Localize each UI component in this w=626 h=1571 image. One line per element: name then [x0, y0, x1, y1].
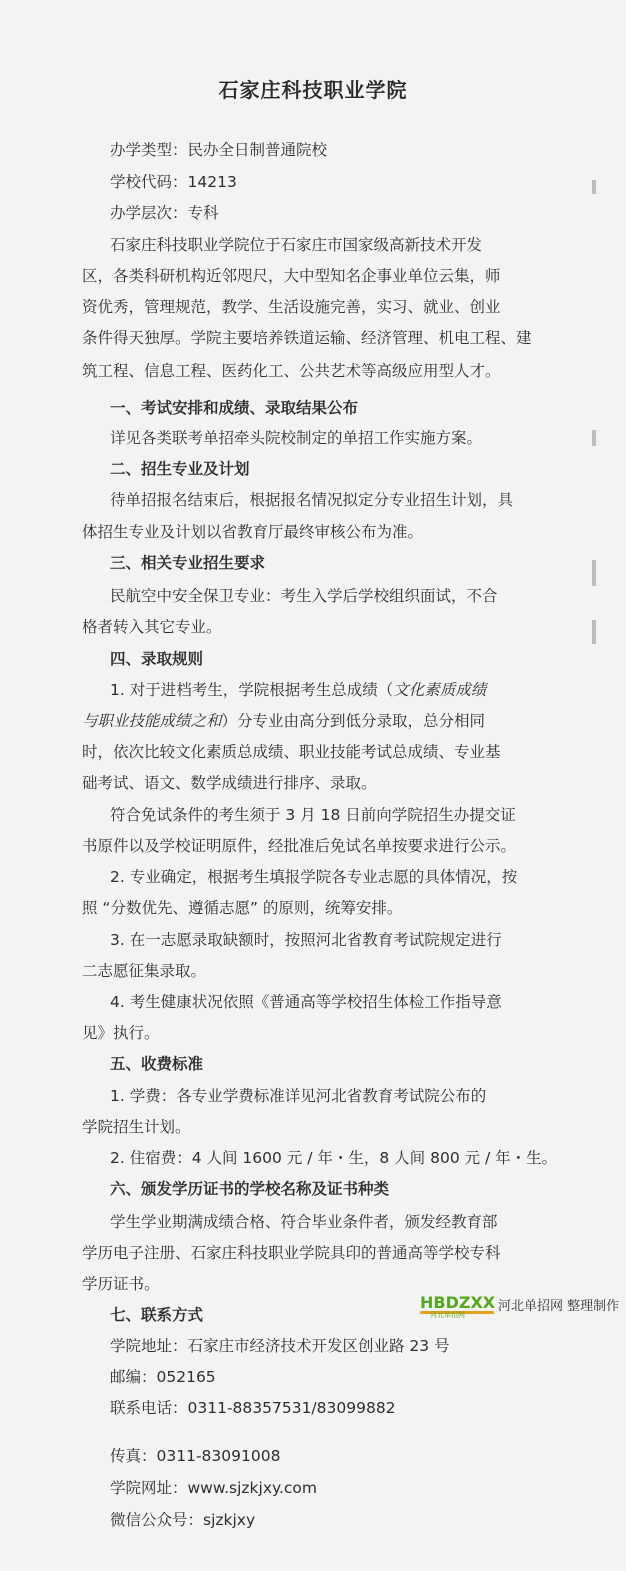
scan-edge-mark [592, 430, 596, 446]
rule-line [110, 680, 590, 700]
rule-line: 4. 考生健康状况依照《普通高等学校招生体检工作指导意 [110, 993, 502, 1011]
rule-line [82, 711, 562, 731]
rule-line: 书原件以及学校证明原件，经批准后免试名单按要求进行公示。 [82, 837, 517, 855]
logo-text: 河北单招网 整理制作 [498, 1299, 620, 1314]
scan-edge-mark [592, 180, 596, 194]
rule-emphasis: 文化素质成绩 [393, 681, 487, 699]
section-line: 学历电子注册、石家庄科技职业学院具印的普通高等学校专科 [82, 1244, 501, 1262]
rule-emphasis: 与职业技能成绩之和 [82, 712, 222, 730]
intro-line: 筑工程、信息工程、医药化工、公共艺术等高级应用型人才。 [82, 362, 501, 380]
fee-line: 1. 学费：各专业学费标准详见河北省教育考试院公布的 [110, 1087, 487, 1105]
section-heading: 二、招生专业及计划 [110, 460, 250, 478]
logo-mark: HBDZXX [420, 1293, 496, 1312]
logo-subtitle: 河北单招网 [430, 1311, 465, 1319]
section-line: 学历证书。 [82, 1275, 160, 1293]
scan-edge-mark [592, 620, 596, 644]
section-heading: 一、考试安排和成绩、录取结果公布 [110, 399, 359, 417]
rule-line: 见》执行。 [82, 1024, 160, 1042]
rule-line: 二志愿征集录取。 [82, 962, 207, 980]
section-heading: 四、录取规则 [110, 650, 204, 668]
intro-line: 区，各类科研机构近邻咫尺，大中型知名企事业单位云集，师 [82, 267, 501, 285]
section-heading: 三、相关专业招生要求 [110, 554, 266, 572]
section-line: 待单招报名结束后，根据报名情况拟定分专业招生计划，具 [110, 491, 514, 509]
fee-line: 学院招生计划。 [82, 1118, 191, 1136]
fee-line: 2. 住宿费：4 人间 1600 元 / 年・生，8 人间 800 元 / 年・生。 [110, 1149, 558, 1167]
section-line: 详见各类联考单招牵头院校制定的单招工作实施方案。 [110, 429, 483, 447]
rule-line: 照 “分数优先、遵循志愿” 的原则，统筹安排。 [82, 899, 403, 917]
rule-line: 3. 在一志愿录取缺额时，按照河北省教育考试院规定进行 [110, 931, 502, 949]
section-line: 民航空中安全保卫专业：考生入学后学校组织面试，不合 [110, 587, 498, 605]
section-line: 体招生专业及计划以省教育厅最终审核公布为准。 [82, 523, 424, 541]
contact-wechat: 微信公众号：sjzkjxy [110, 1511, 256, 1529]
contact-website: 学院网址：www.sjzkjxy.com [110, 1479, 318, 1497]
section-heading: 七、联系方式 [110, 1306, 204, 1324]
contact-fax: 传真：0311-83091008 [110, 1447, 281, 1465]
rule-text: ）分专业由高分到低分录取，总分相同 [221, 712, 486, 730]
rule-line: 础考试、语文、数学成绩进行排序、录取。 [82, 774, 377, 792]
rule-line: 2. 专业确定，根据考生填报学院各专业志愿的具体情况，按 [110, 868, 518, 886]
rule-line: 时，依次比较文化素质总成绩、职业技能考试总成绩、专业基 [82, 743, 501, 761]
watermark-logo [420, 1293, 620, 1323]
contact-zip: 邮编：052165 [110, 1368, 216, 1386]
scan-edge-mark [592, 560, 596, 586]
intro-line: 石家庄科技职业学院位于石家庄市国家级高新技术开发 [110, 236, 483, 254]
school-type: 办学类型：民办全日制普通院校 [110, 141, 328, 159]
school-code: 学校代码：14213 [110, 173, 237, 191]
contact-phone: 联系电话：0311-88357531/83099882 [110, 1399, 396, 1417]
section-heading: 五、收费标准 [110, 1055, 204, 1073]
intro-line: 资优秀，管理规范，教学、生活设施完善，实习、就业、创业 [82, 298, 501, 316]
section-line: 学生学业期满成绩合格、符合毕业条件者，颁发经教育部 [110, 1213, 498, 1231]
contact-address: 学院地址：石家庄市经济技术开发区创业路 23 号 [110, 1337, 450, 1355]
rule-line: 符合免试条件的考生须于 3 月 18 日前向学院招生办提交证 [110, 806, 516, 824]
rule-text: 1. 对于进档考生，学院根据考生总成绩（ [110, 681, 394, 699]
school-level: 办学层次：专科 [110, 204, 219, 222]
section-line: 格者转入其它专业。 [82, 618, 222, 636]
intro-line: 条件得天独厚。学院主要培养铁道运输、经济管理、机电工程、建 [82, 329, 532, 347]
page-title: 石家庄科技职业学院 [218, 78, 408, 102]
section-heading: 六、颁发学历证书的学校名称及证书种类 [110, 1180, 390, 1198]
